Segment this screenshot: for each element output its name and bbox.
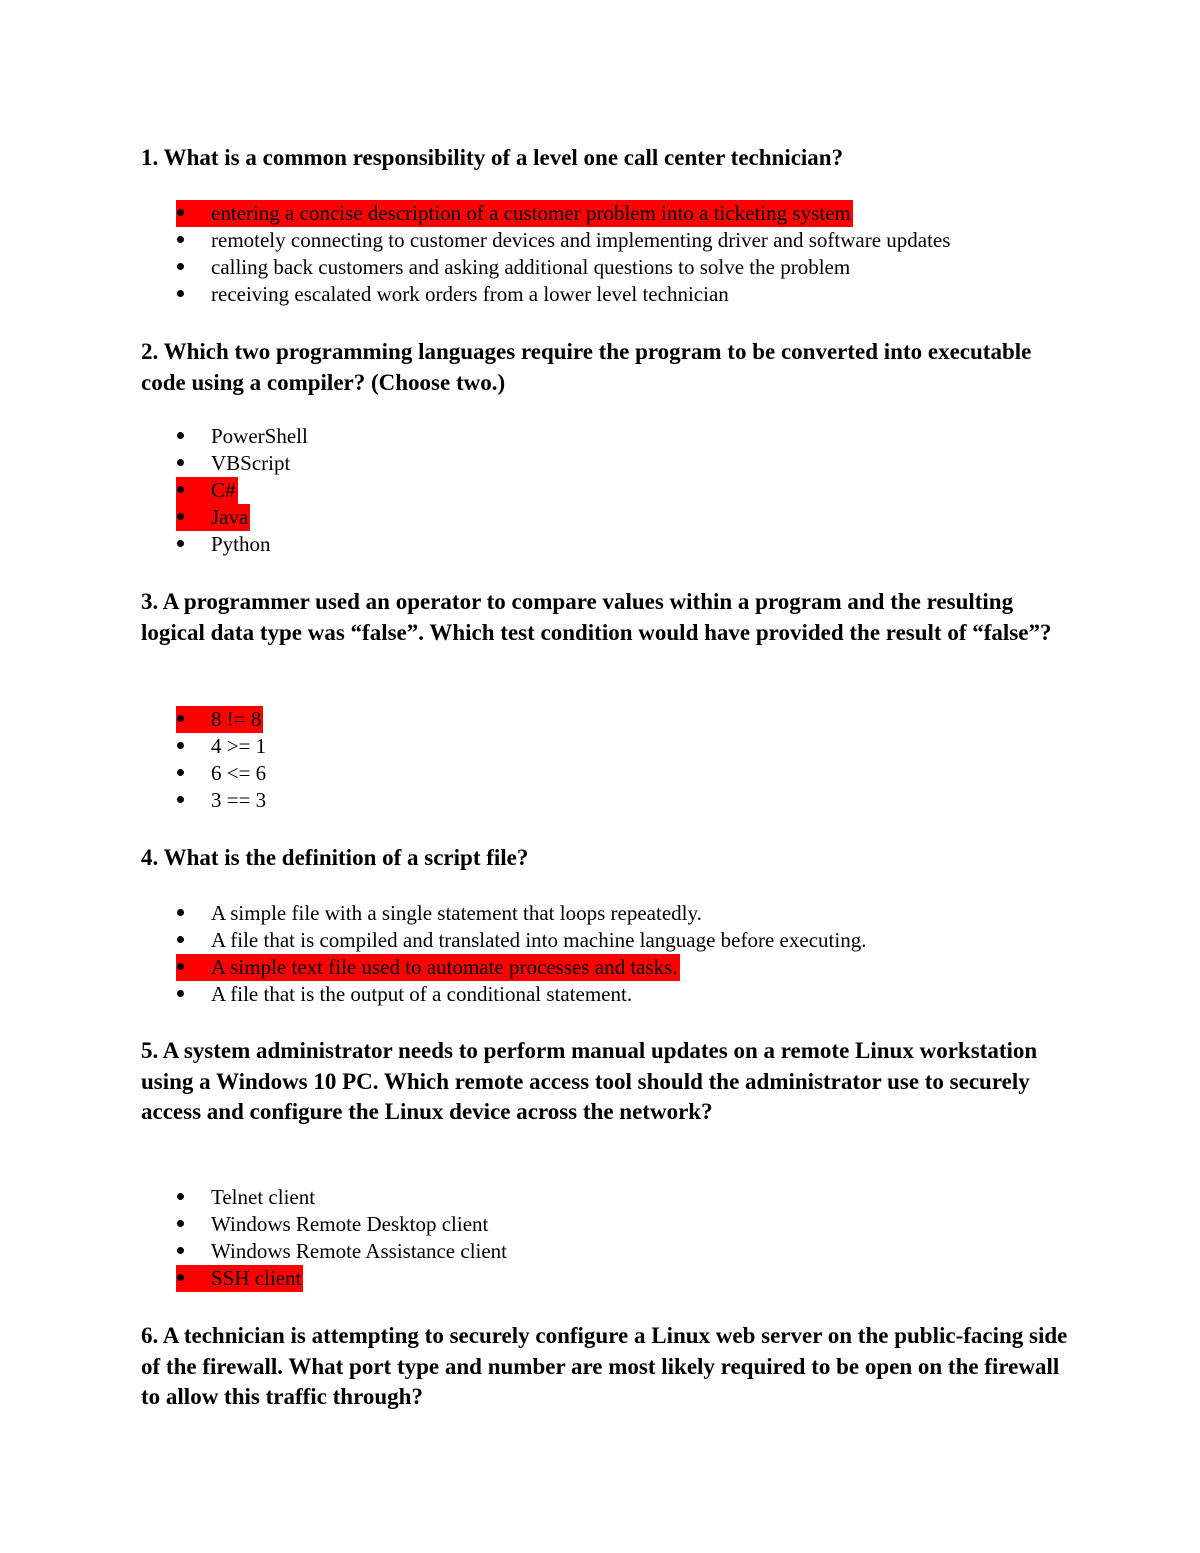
option-5d — [176, 1265, 1076, 1292]
bullet-icon — [176, 1238, 211, 1265]
option-4a: A simple file with a single statement that loops repeatedly. — [176, 900, 1076, 927]
option-2e: Python — [176, 531, 1076, 558]
option-3c: 6 <= 6 — [176, 760, 1076, 787]
bullet-icon — [176, 706, 211, 733]
bullet-icon — [176, 954, 211, 981]
correct-answer-highlight: 8 != 8 — [176, 706, 263, 733]
question-5-options — [176, 1184, 1076, 1292]
option-1d: receiving escalated work orders from a lower level technician — [176, 281, 1076, 308]
bullet-icon — [176, 787, 211, 814]
option-1a — [176, 200, 1076, 227]
question-2-text: 2. Which two programming languages require the program to be converted into executable code using a compiler? (Choose two.) — [141, 339, 1032, 395]
bullet-icon — [176, 450, 211, 477]
option-2c — [176, 477, 1076, 504]
question-2-options — [176, 423, 1076, 558]
bullet-icon — [176, 531, 211, 558]
bullet-icon — [176, 1184, 211, 1211]
bullet-icon — [176, 981, 211, 1008]
option-1c: calling back customers and asking additional questions to solve the problem — [176, 254, 1076, 281]
bullet-icon — [176, 281, 211, 308]
question-4-options — [176, 900, 1076, 1008]
bullet-icon — [176, 200, 211, 227]
option-1b: remotely connecting to customer devices and implementing driver and software updates — [176, 227, 1076, 254]
bullet-icon — [176, 254, 211, 281]
bullet-icon — [176, 227, 211, 254]
option-4b: A file that is compiled and translated into machine language before executing. — [176, 927, 1076, 954]
question-3-options — [176, 706, 1076, 814]
option-3a — [176, 706, 1076, 733]
option-4c — [176, 954, 1076, 981]
question-1-text: 1. What is a common responsibility of a level one call center technician? — [141, 145, 844, 170]
question-1-options — [176, 200, 1076, 308]
bullet-icon — [176, 733, 211, 760]
option-3b: 4 >= 1 — [176, 733, 1076, 760]
question-5-text: 5. A system administrator needs to perform manual updates on a remote Linux workstation using a Windows 10 PC. Which remote access tool should the administrator use to securely access and configure the Linux device across the network? — [141, 1038, 1038, 1124]
option-5a: Telnet client — [176, 1184, 1076, 1211]
bullet-icon — [176, 477, 211, 504]
correct-answer-highlight: C# — [176, 477, 238, 504]
bullet-icon — [176, 927, 211, 954]
correct-answer-highlight: A simple text file used to automate processes and tasks. — [176, 954, 680, 981]
option-2b: VBScript — [176, 450, 1076, 477]
correct-answer-highlight: entering a concise description of a customer problem into a ticketing system — [176, 200, 853, 227]
option-5c: Windows Remote Assistance client — [176, 1238, 1076, 1265]
bullet-icon — [176, 760, 211, 787]
option-4d: A file that is the output of a conditional statement. — [176, 981, 1076, 1008]
bullet-icon — [176, 1265, 211, 1292]
option-2a: PowerShell — [176, 423, 1076, 450]
bullet-icon — [176, 900, 211, 927]
bullet-icon — [176, 1211, 211, 1238]
correct-answer-highlight: Java — [176, 504, 250, 531]
bullet-icon — [176, 504, 211, 531]
question-6-text: 6. A technician is attempting to securely configure a Linux web server on the public-facing side of the firewall. What port type and number are most likely required to be open on the firewall to allow this traffic through? — [141, 1323, 1068, 1409]
option-2d — [176, 504, 1076, 531]
option-3d: 3 == 3 — [176, 787, 1076, 814]
question-3-text: 3. A programmer used an operator to compare values within a program and the resulting logical data type was “false”. Which test condition would have provided the result of “false”? — [141, 589, 1052, 645]
bullet-icon — [176, 423, 211, 450]
correct-answer-highlight: SSH client — [176, 1265, 303, 1292]
option-5b: Windows Remote Desktop client — [176, 1211, 1076, 1238]
question-4-text: 4. What is the definition of a script file? — [141, 845, 529, 870]
